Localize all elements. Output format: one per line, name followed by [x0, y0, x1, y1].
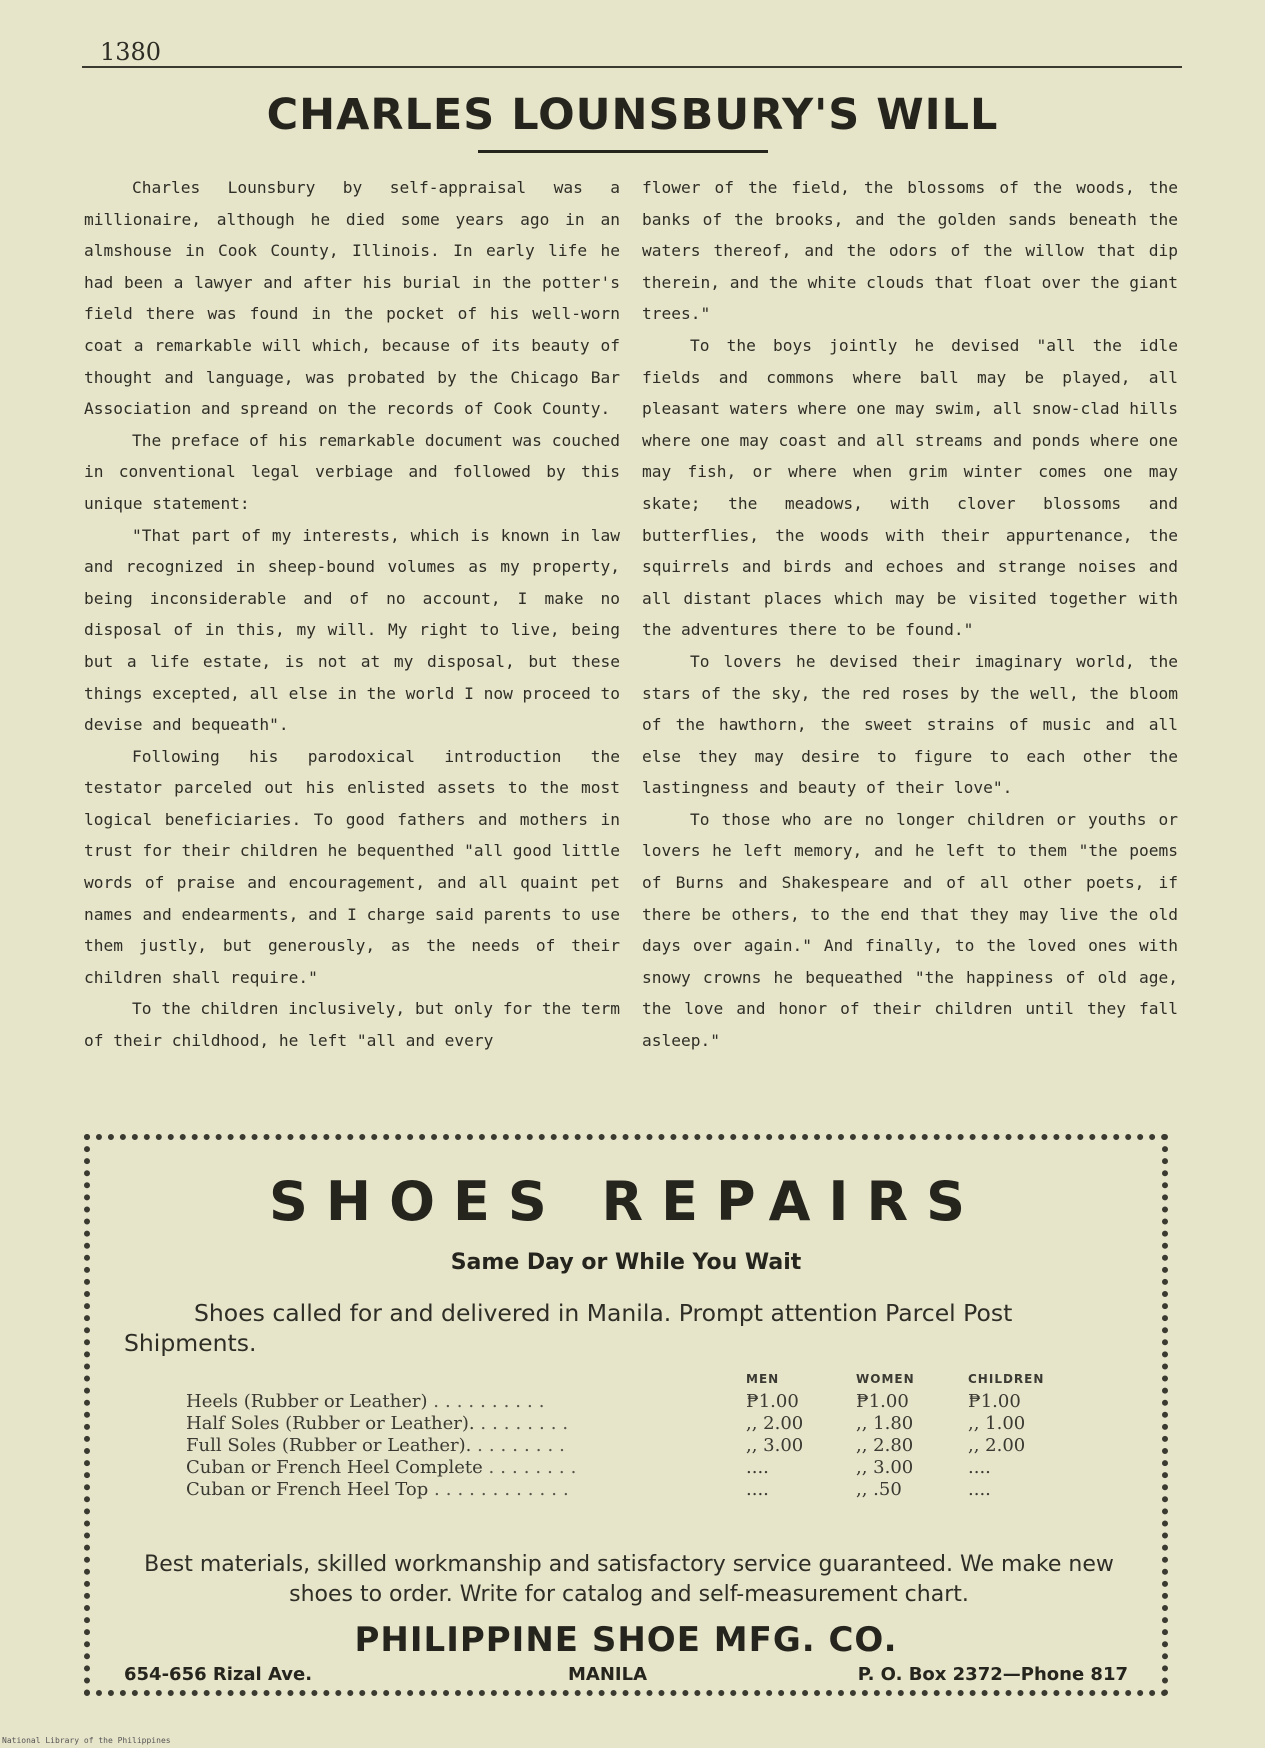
price-women: ,, .50	[856, 1478, 902, 1500]
price-women: ,, 2.80	[856, 1434, 914, 1456]
company-city: MANILA	[568, 1664, 648, 1685]
service-name: Cuban or French Heel Top	[186, 1478, 429, 1500]
article-paragraph: To the boys jointly he devised "all the idle fields and commons where ball may be played, all pleasant waters where one may swim, all snow-clad hills where one may coast and all streams and ponds where one may fish, or where when grim winter comes one may skate; the meadows, with clover blossoms and butterflies, the woods with their appurtenance, the squirrels and birds and echoes and strange noises and all distant places which may be visited together with the adventures there to be found."	[642, 335, 1179, 640]
price-header-children: CHILDREN	[968, 1372, 1045, 1386]
table-row	[186, 1456, 1086, 1478]
price-women: ₱1.00	[856, 1390, 909, 1412]
ad-intro: Shoes called for and delivered in Manila. Prompt attention Parcel Post Shipments.	[124, 1299, 1013, 1357]
article-paragraph: Charles Lounsbury by self-appraisal was a millionaire, although he died some years ago in an almshouse in Cook County, Illinois. In early life he had been a lawyer and after his burial in the potter's field there was found in the pocket of his well-worn coat a remarkable will which, because of its beauty of thought and language, was probated by the Chicago Bar Association and spreand on the records of Cook County.	[84, 178, 620, 419]
table-row	[186, 1412, 1086, 1434]
leader-dots: ............	[434, 1478, 575, 1500]
article-column-left	[84, 172, 620, 1057]
table-row	[186, 1434, 1086, 1456]
price-children: ....	[968, 1478, 991, 1500]
price-header-item	[186, 1372, 746, 1390]
leader-dots: ..........	[433, 1390, 551, 1412]
service-name: Full Soles (Rubber or Leather).	[186, 1434, 472, 1456]
article-paragraph: To those who are no longer children or youths or lovers he left memory, and he left to them "the poems of Burns and Shakespeare and of all other poets, if there be others, to the end that they may live the old days over again." And finally, to the loved ones with snowy crowns he bequeathed "the happiness of old age, the love and honor of their children until they fall asleep."	[642, 809, 1178, 1051]
price-men: ₱1.00	[746, 1390, 799, 1412]
price-men: ....	[746, 1478, 769, 1500]
leader-dots: ........	[488, 1456, 583, 1478]
article-paragraph: "That part of my interests, which is known in law and recognized in sheep-bound volumes as my property, being inconsiderable and of no account, I make no disposal of in this, my will. My right to live, being but a life estate, is not at my disposal, but these things excepted, all else in the world I now proceed to devise and bequeath".	[84, 525, 621, 735]
top-rule	[82, 66, 1182, 68]
leader-dots: ........	[480, 1412, 575, 1434]
page-number: 1380	[100, 38, 162, 66]
price-children: ,, 1.00	[968, 1412, 1026, 1434]
price-men: ....	[746, 1456, 769, 1478]
price-children: ....	[968, 1456, 991, 1478]
article-paragraph: Following his parodoxical introduction the testator parceled out his enlisted assets to the most logical beneficiaries. To good fathers and mothers in trust for their children he bequenthed "all good little words of praise and encouragement, and all quaint pet names and endearments, and I charge said parents to use them justly, but generously, as the needs of their children shall require."	[84, 746, 621, 987]
price-children: ₱1.00	[968, 1390, 1021, 1412]
ad-heading: SHOES REPAIRS	[268, 1170, 983, 1233]
table-row	[186, 1478, 1086, 1500]
price-children: ,, 2.00	[968, 1434, 1026, 1456]
company-phone: P. O. Box 2372—Phone 817	[857, 1664, 1128, 1685]
article-title: CHARLES LOUNSBURY'S WILL	[266, 90, 999, 140]
service-name: Cuban or French Heel Complete	[186, 1456, 483, 1478]
article-paragraph: To the children inclusively, but only for the term of their childhood, he left "all and every	[84, 999, 620, 1051]
price-header-men: MEN	[746, 1372, 780, 1386]
ad-subheading: Same Day or While You Wait	[450, 1250, 802, 1275]
price-table	[186, 1372, 1086, 1500]
price-women: ,, 1.80	[856, 1412, 914, 1434]
article-paragraph: To lovers he devised their imaginary world, the stars of the sky, the red roses by the well, the bloom of the hawthorn, the sweet strains of music and all else they may desire to figure to each other the lastingness and beauty of their love".	[642, 651, 1178, 798]
service-name: Heels (Rubber or Leather)	[186, 1390, 428, 1412]
table-row	[186, 1390, 1086, 1412]
price-header-women: WOMEN	[856, 1372, 915, 1386]
title-underline	[478, 150, 768, 153]
service-name: Half Soles (Rubber or Leather).	[186, 1412, 475, 1434]
company-address: 654-656 Rizal Ave.	[124, 1664, 313, 1685]
leader-dots: ........	[477, 1434, 571, 1456]
price-women: ,, 3.00	[856, 1456, 914, 1478]
article-paragraph: The preface of his remarkable document was couched in conventional legal verbiage and followed by this unique statement:	[84, 430, 620, 513]
article-paragraph: flower of the field, the blossoms of the woods, the banks of the brooks, and the golden sands beneath the waters thereof, and the odors of the willow that dip therein, and the white clouds that float over the giant trees."	[642, 178, 1179, 324]
price-men: ,, 3.00	[746, 1434, 804, 1456]
price-men: ,, 2.00	[746, 1412, 804, 1434]
article-column-right	[642, 172, 1178, 1057]
footer-credit: National Library of the Philippines	[2, 1736, 171, 1745]
shoe-repair-advertisement	[84, 1134, 1168, 1696]
ad-closing-text: Best materials, skilled workmanship and satisfactory service guaranteed. We make new shoes to order. Write for catalog and self-measurement chart.	[144, 1552, 1114, 1607]
company-name: PHILIPPINE SHOE MFG. CO.	[354, 1620, 898, 1660]
